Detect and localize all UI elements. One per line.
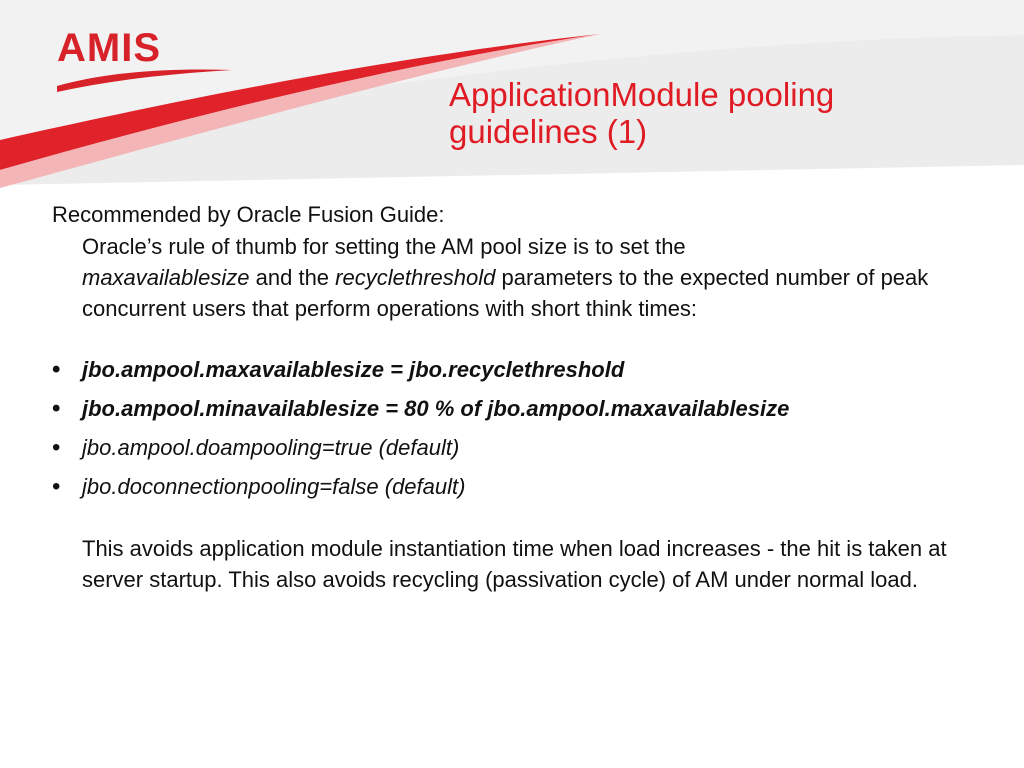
bullet-item <box>52 428 982 467</box>
bullet-item <box>52 350 982 389</box>
logo-swoosh-icon <box>57 66 232 92</box>
bullet-item <box>52 389 982 428</box>
title-line-2: guidelines (1) <box>449 113 648 150</box>
bullet-dot-icon: • <box>52 473 61 500</box>
intro-text: Recommended by Oracle Fusion Guide: <box>52 202 445 227</box>
bullet-dot-icon: • <box>52 434 61 461</box>
logo-text: AMIS <box>57 26 161 70</box>
paragraph-part-3: parameters to the expected number of peak concurrent users that perform operations with short think times: <box>82 265 929 321</box>
paragraph-part-1: Oracle’s rule of thumb for setting the AM pool size is to set the <box>82 234 686 259</box>
summary-paragraph: This avoids application module instantiation time when load increases - the hit is taken at server startup. This also avoids recycling (passivation cycle) of AM under normal load. <box>82 536 947 592</box>
bullet-text: jbo.ampool.maxavailablesize = jbo.recyclethreshold <box>82 357 625 382</box>
amis-logo <box>57 26 232 92</box>
slide-content <box>52 199 982 595</box>
settings-bullet-list <box>52 350 982 506</box>
term-recyclethreshold: recyclethreshold <box>335 265 496 290</box>
bullet-text: jbo.ampool.doampooling=true (default) <box>82 435 460 460</box>
bullet-dot-icon: • <box>52 395 61 422</box>
bullet-text: jbo.doconnectionpooling=false (default) <box>82 474 466 499</box>
term-maxavailablesize: maxavailablesize <box>82 265 250 290</box>
bullet-dot-icon: • <box>52 356 61 383</box>
bullet-text: jbo.ampool.minavailablesize = 80 % of jbo.ampool.maxavailablesize <box>82 396 790 421</box>
spacer <box>52 324 982 350</box>
paragraph-part-2: and the <box>249 265 336 290</box>
title-line-1: ApplicationModule pooling <box>449 76 835 113</box>
bullet-item <box>52 467 982 506</box>
guideline-paragraph <box>82 231 962 324</box>
page-title <box>449 76 969 150</box>
